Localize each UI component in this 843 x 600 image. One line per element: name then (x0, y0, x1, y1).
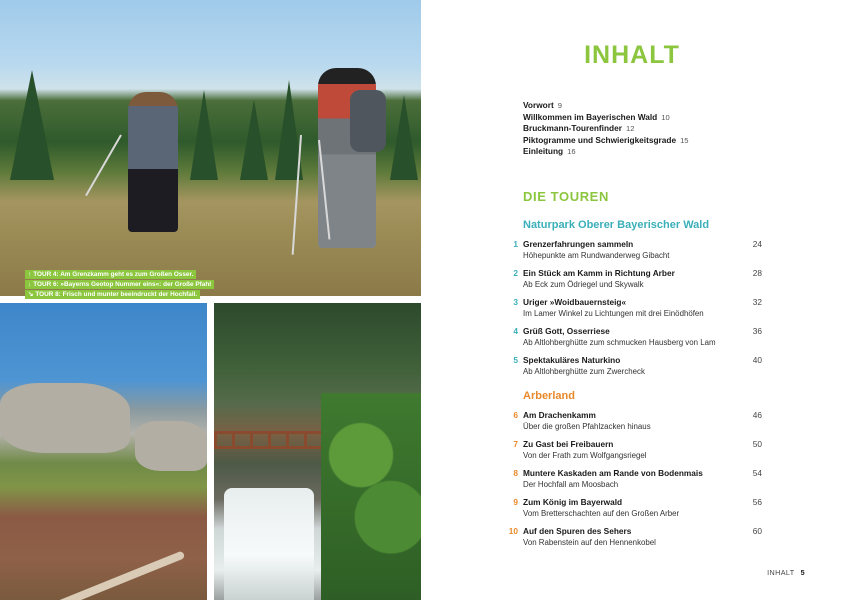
tour-number: 2 (513, 268, 518, 278)
section-title-touren: DIE TOUREN (523, 189, 609, 204)
tour-subtitle: Von Rabenstein auf den Hennenkobel (523, 538, 656, 547)
tour-number: 7 (513, 439, 518, 449)
rock-outcrop-small (135, 421, 207, 471)
tour-page: 24 (752, 239, 762, 249)
waterfall-photo (214, 303, 421, 600)
tour-page: 60 (752, 526, 762, 536)
tour-title: Auf den Spuren des Sehers (523, 526, 632, 536)
toc-item-einleitung[interactable]: Einleitung 16 (523, 146, 576, 157)
tour-subtitle: Ab Altlohberghütte zum Zwercheck (523, 367, 645, 376)
tour-page: 32 (752, 297, 762, 307)
tour-entry-6[interactable] (506, 410, 762, 439)
tour-page: 50 (752, 439, 762, 449)
caption-tour-8: ↘ TOUR 8: Frisch und munter beeindruckt der Hochfall. (25, 290, 200, 299)
tour-number: 4 (513, 326, 518, 336)
tour-subtitle: Vom Bretterschachten auf den Großen Arber (523, 509, 680, 518)
intro-list (523, 100, 689, 158)
left-page-photos (0, 0, 421, 600)
tour-entry-10[interactable] (506, 526, 762, 555)
tour-subtitle: Der Hochfall am Moosbach (523, 480, 619, 489)
region-naturpark (506, 219, 762, 384)
region-arberland (506, 390, 762, 555)
toc-item-willkommen[interactable]: Willkommen im Bayerischen Wald 10 (523, 111, 670, 122)
tour-subtitle: Ab Altlohberghütte zum schmucken Hausberg von Lam (523, 338, 716, 347)
tour-number: 5 (513, 355, 518, 365)
tour-entry-5[interactable] (506, 355, 762, 384)
toc-item-tourenfinder[interactable]: Bruckmann-Tourenfinder 12 (523, 123, 635, 134)
arrow-down-icon: ↓ (28, 281, 32, 288)
tour-page: 28 (752, 268, 762, 278)
tour-page: 36 (752, 326, 762, 336)
foliage (321, 393, 421, 600)
toc-item-piktogramme[interactable]: Piktogramme und Schwierigkeitsgrade 15 (523, 134, 689, 145)
right-page-toc (421, 0, 843, 600)
tour-number: 6 (513, 410, 518, 420)
page-title: INHALT (584, 41, 680, 69)
tour-page: 56 (752, 497, 762, 507)
arrow-down-right-icon: ↘ (28, 291, 34, 298)
tour-entry-9[interactable] (506, 497, 762, 526)
tour-number: 3 (513, 297, 518, 307)
region-title: Naturpark Oberer Bayerischer Wald (523, 219, 710, 231)
caption-tour-4: ↑ TOUR 4: Am Grenzkamm geht es zum Großen Osser. (25, 270, 196, 279)
tour-title: Ein Stück am Kamm in Richtung Arber (523, 268, 675, 278)
tour-number: 9 (513, 497, 518, 507)
tour-title: Uriger »Woidbauernsteig« (523, 297, 627, 307)
tour-entry-2[interactable] (506, 268, 762, 297)
tour-title: Am Drachenkamm (523, 410, 596, 420)
tour-entry-1[interactable] (506, 239, 762, 268)
tour-entry-3[interactable] (506, 297, 762, 326)
tour-subtitle: Über die großen Pfahlzacken hinaus (523, 422, 651, 431)
tour-title: Zum König im Bayerwald (523, 497, 623, 507)
waterfall (224, 488, 314, 600)
tour-subtitle: Ab Eck zum Ödriegel und Skywalk (523, 280, 644, 289)
backpack (350, 90, 386, 152)
tour-page: 40 (752, 355, 762, 365)
folio-page-number: 5 (800, 568, 805, 577)
hiking-path (25, 550, 186, 600)
tour-title: Zu Gast bei Freibauern (523, 439, 614, 449)
tour-entry-8[interactable] (506, 468, 762, 497)
folio-label: INHALT (767, 568, 795, 577)
tour-page: 54 (752, 468, 762, 478)
tour-entry-7[interactable] (506, 439, 762, 468)
tour-title: Grüß Gott, Osserriese (523, 326, 610, 336)
toc-item-vorwort[interactable]: Vorwort 9 (523, 100, 562, 110)
arrow-up-icon: ↑ (28, 271, 32, 278)
tour-number: 10 (508, 526, 518, 536)
rocks-photo (0, 303, 207, 600)
tour-title: Grenzerfahrungen sammeln (523, 239, 634, 249)
caption-tour-6: ↓ TOUR 6: »Bayerns Geotop Nummer eins«: der Große Pfahl (25, 280, 214, 289)
tour-page: 46 (752, 410, 762, 420)
tour-subtitle: Von der Frath zum Wolfgangsriegel (523, 451, 647, 460)
tour-subtitle: Im Lamer Winkel zu Lichtungen mit drei Einödhöfen (523, 309, 704, 318)
hikers-photo (0, 0, 421, 296)
tour-number: 8 (513, 468, 518, 478)
tour-entry-4[interactable] (506, 326, 762, 355)
region-title: Arberland (523, 390, 575, 402)
photo-captions (25, 270, 214, 300)
tour-number: 1 (513, 239, 518, 249)
tour-title: Spektakuläres Naturkino (523, 355, 621, 365)
page-folio (767, 568, 805, 577)
hiker-woman (128, 92, 178, 232)
tour-subtitle: Höhepunkte am Rundwanderweg Gibacht (523, 251, 670, 260)
rock-outcrop (0, 383, 130, 453)
tour-title: Muntere Kaskaden am Rande von Bodenmais (523, 468, 703, 478)
